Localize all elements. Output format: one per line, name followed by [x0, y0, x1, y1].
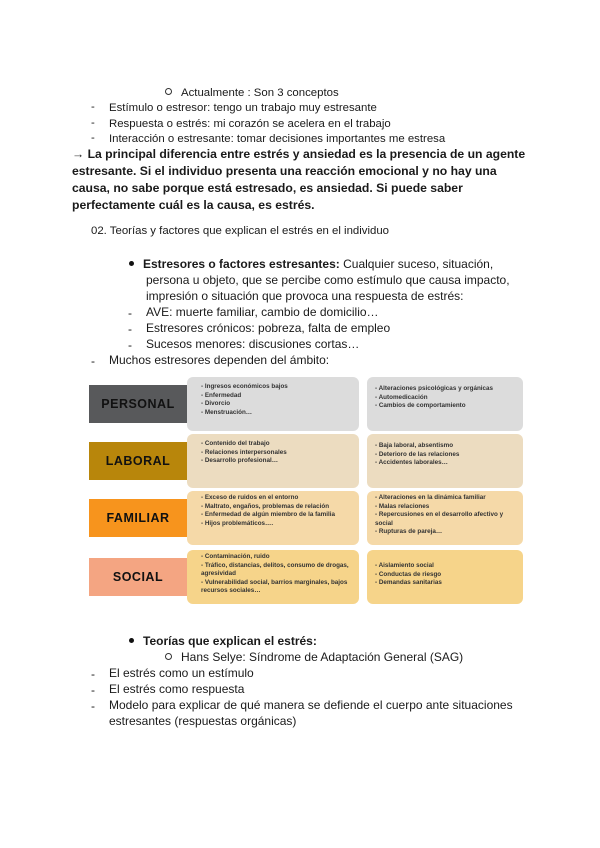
cause-item: - Ingresos económicos bajos — [201, 383, 353, 392]
cause-item: - Vulnerabilidad social, barrios marginales, bajos recursos sociales… — [201, 579, 351, 596]
highlight-line: perfectamente cuál es la causa, es estrés. — [72, 198, 315, 212]
cause-item: - Contenido del trabajo — [201, 440, 353, 449]
effect-item: - Demandas sanitarias — [375, 579, 517, 588]
effect-item: - Cambios de comportamiento — [375, 402, 517, 411]
causes-box — [187, 550, 359, 604]
dash-bullet: - — [91, 667, 95, 681]
cause-item: - Tráfico, distancias, delitos, consumo de drogas, agresividad — [201, 562, 351, 579]
effect-item: - Conductas de riesgo — [375, 571, 517, 580]
cause-item: - Divorcio — [201, 400, 353, 409]
dash-bullet: - — [91, 132, 95, 144]
cause-item: - Exceso de ruidos en el entorno — [201, 494, 353, 503]
effect-item: - Accidentes laborales… — [375, 459, 517, 468]
circle-bullet-icon — [165, 88, 172, 95]
diagram-row-social — [85, 550, 523, 604]
list-item: Muchos estresores dependen del ámbito: — [109, 353, 330, 367]
dash-bullet: - — [128, 322, 132, 336]
row-label: FAMILIAR — [89, 499, 187, 537]
row-label: PERSONAL — [89, 385, 187, 423]
cause-item: - Enfermedad de algún miembro de la familia — [201, 511, 351, 520]
effects-box — [367, 434, 523, 488]
effect-item: - Baja laboral, absentismo — [375, 442, 517, 451]
list-item: El estrés como respuesta — [109, 682, 245, 696]
dash-bullet: - — [91, 117, 95, 129]
bullet-icon — [129, 638, 134, 643]
effects-box — [367, 550, 523, 604]
dash-bullet: - — [91, 683, 95, 697]
causes-box — [187, 377, 359, 431]
effect-item: - Deterioro de las relaciones — [375, 451, 517, 460]
list-item-continuation: estresantes (respuestas orgánicas) — [109, 714, 297, 728]
row-label: LABORAL — [89, 442, 187, 480]
list-item: Respuesta o estrés: mi corazón se acelera en el trabajo — [109, 118, 391, 130]
effect-item: - Repercusiones en el desarrollo afectivo y social — [375, 511, 507, 528]
highlight-line: estresante. Si el individuo presenta una reacción emocional y no hay una — [72, 164, 497, 178]
cause-item: - Desarrollo profesional… — [201, 457, 353, 466]
list-item: Interacción o estresante: tomar decisiones importantes me estresa — [109, 133, 446, 145]
cause-item: - Maltrato, engaños, problemas de relación — [201, 503, 353, 512]
dash-bullet: - — [128, 338, 132, 352]
effect-item: - Aislamiento social — [375, 562, 517, 571]
list-item: Sucesos menores: discusiones cortas… — [146, 337, 360, 351]
stressor-diagram — [85, 375, 523, 609]
circle-bullet-icon — [165, 653, 172, 660]
estresores-heading: Estresores o factores estresantes: Cualquier suceso, situación, — [129, 257, 493, 272]
dash-bullet: - — [91, 699, 95, 713]
section-title: 02. Teorías y factores que explican el estrés en el individuo — [91, 225, 390, 237]
effects-box — [367, 377, 523, 431]
sub-item: Actualmente : Son 3 conceptos — [165, 86, 339, 101]
cause-item: - Enfermedad — [201, 392, 353, 401]
effect-item: - Automedicación — [375, 394, 517, 403]
effect-item: - Alteraciones en la dinámica familiar — [375, 494, 517, 503]
effect-item: - Rupturas de pareja… — [375, 528, 517, 537]
list-item: Modelo para explicar de qué manera se defiende el cuerpo ante situaciones — [109, 698, 513, 712]
causes-box — [187, 491, 359, 545]
highlight-line: causa, no sabe porque está estresado, es ansiedad. Si puede saber — [72, 181, 463, 195]
dash-bullet: - — [128, 306, 132, 320]
list-item: El estrés como un estímulo — [109, 666, 254, 680]
bullet-icon — [129, 261, 134, 266]
highlight-line: → La principal diferencia entre estrés y ansiedad es la presencia de un agente — [72, 147, 526, 161]
cause-item: - Relaciones interpersonales — [201, 449, 353, 458]
row-label: SOCIAL — [89, 558, 187, 596]
estresores-text: persona u objeto, que se percibe como estímulo que causa impacto, — [146, 273, 510, 287]
teorias-heading: Teorías que explican el estrés: — [129, 634, 317, 649]
diagram-row-personal — [85, 377, 523, 431]
dash-bullet: - — [91, 354, 95, 368]
effects-box — [367, 491, 523, 545]
sub-item: Hans Selye: Síndrome de Adaptación General (SAG) — [165, 650, 463, 665]
cause-item: - Menstruación… — [201, 409, 353, 418]
dash-bullet: - — [91, 101, 95, 113]
cause-item: - Hijos problemáticos…. — [201, 520, 353, 529]
cause-item: - Contaminación, ruido — [201, 553, 353, 562]
diagram-row-familiar — [85, 491, 523, 545]
diagram-row-laboral — [85, 434, 523, 488]
effect-item: - Alteraciones psicológicas y orgánicas — [375, 385, 517, 394]
effect-item: - Malas relaciones — [375, 503, 517, 512]
causes-box — [187, 434, 359, 488]
estresores-text: impresión o situación que provoca una respuesta de estrés: — [146, 289, 464, 303]
list-item: Estímulo o estresor: tengo un trabajo muy estresante — [109, 102, 377, 114]
list-item: AVE: muerte familiar, cambio de domicilio… — [146, 305, 379, 319]
list-item: Estresores crónicos: pobreza, falta de empleo — [146, 321, 391, 335]
